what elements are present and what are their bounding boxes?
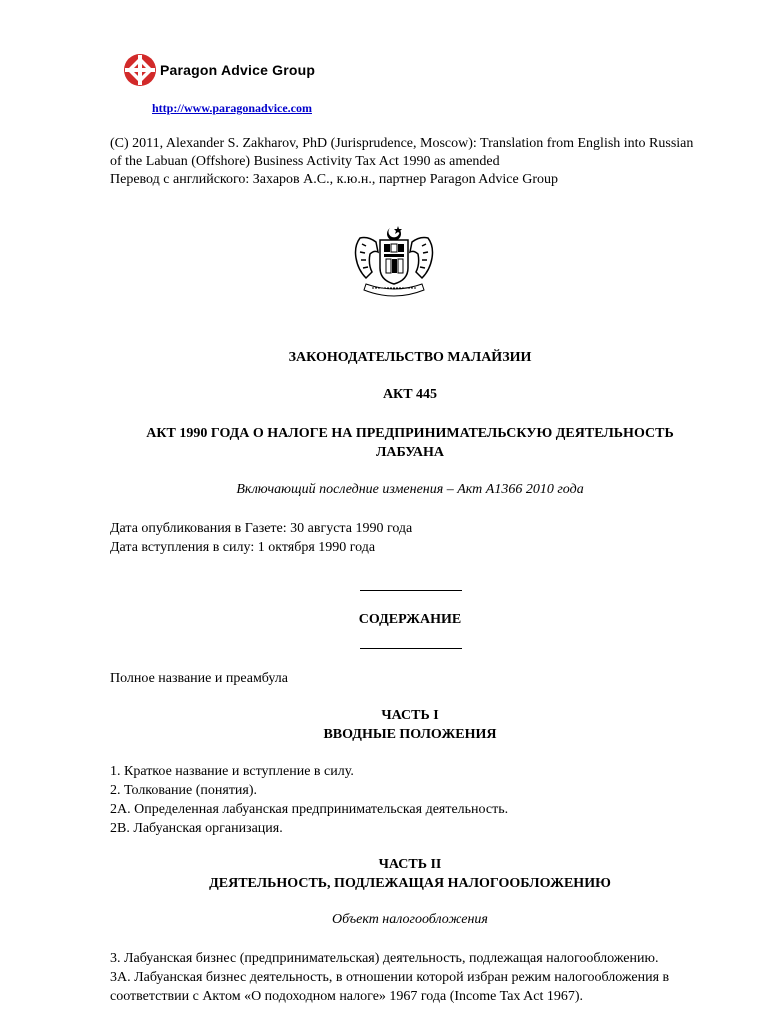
part1-title: ВВОДНЫЕ ПОЛОЖЕНИЯ xyxy=(323,727,497,742)
copyright-block xyxy=(110,135,730,189)
list-item: 2B. Лабуанская организация. xyxy=(110,821,283,836)
part2-subtitle: Объект налогообложения xyxy=(332,912,488,927)
legislation-heading: ЗАКОНОДАТЕЛЬСТВО МАЛАЙЗИИ xyxy=(288,350,532,365)
malaysia-coat-of-arms-icon xyxy=(346,222,442,302)
act-title-line: ЛАБУАНА xyxy=(375,445,445,460)
list-item: соответствии с Актом «О подоходном налоге» 1967 года (Income Tax Act 1967). xyxy=(110,989,584,1004)
paragon-logo xyxy=(122,52,315,88)
publication-date: Дата опубликования в Газете: 30 августа 1990 года xyxy=(110,521,413,536)
act-number: АКТ 445 xyxy=(382,387,438,402)
copyright-line: of the Labuan (Offshore) Business Activity Tax Act 1990 as amended xyxy=(110,154,500,169)
contents-heading: СОДЕРЖАНИЕ xyxy=(358,612,462,627)
effective-date: Дата вступления в силу: 1 октября 1990 года xyxy=(110,540,376,555)
copyright-line: (C) 2011, Alexander S. Zakharov, PhD (Jurisprudence, Moscow): Translation from English into Russian xyxy=(110,136,694,151)
website-link[interactable]: http://www.paragonadvice.com xyxy=(152,101,312,115)
part2-title: ДЕЯТЕЛЬНОСТЬ, ПОДЛЕЖАЩАЯ НАЛОГООБЛОЖЕНИЮ xyxy=(209,876,611,891)
list-item: 2A. Определенная лабуанская предпринимательская деятельность. xyxy=(110,802,509,817)
list-item: 1. Краткое название и вступление в силу. xyxy=(110,764,354,779)
amendments-note: Включающий последние изменения – Акт A1366 2010 года xyxy=(236,482,584,497)
list-item: 2. Толкование (понятия). xyxy=(110,783,258,798)
preamble-entry: Полное название и преамбула xyxy=(110,671,288,686)
part2-heading xyxy=(110,855,710,893)
part1-items xyxy=(110,762,730,838)
divider xyxy=(360,590,462,591)
logo-wordmark: Paragon Advice Group xyxy=(160,62,316,78)
translator-line: Перевод с английского: Захаров А.С., к.ю.н., партнер Paragon Advice Group xyxy=(110,172,558,187)
list-item: 3A. Лабуанская бизнес деятельность, в отношении которой избран режим налогообложения в xyxy=(110,970,670,985)
part2-items xyxy=(110,949,730,1006)
part1-label: ЧАСТЬ I xyxy=(381,708,439,723)
part1-heading xyxy=(110,706,710,744)
paragon-logo-icon xyxy=(122,52,158,88)
divider xyxy=(360,648,462,649)
dates-block xyxy=(110,519,730,557)
act-title xyxy=(110,424,710,462)
act-title-line: АКТ 1990 ГОДА О НАЛОГЕ НА ПРЕДПРИНИМАТЕЛЬСКУЮ ДЕЯТЕЛЬНОСТЬ xyxy=(146,426,674,441)
list-item: 3. Лабуанская бизнес (предпринимательская) деятельность, подлежащая налогообложению. xyxy=(110,951,659,966)
part2-label: ЧАСТЬ II xyxy=(378,857,442,872)
